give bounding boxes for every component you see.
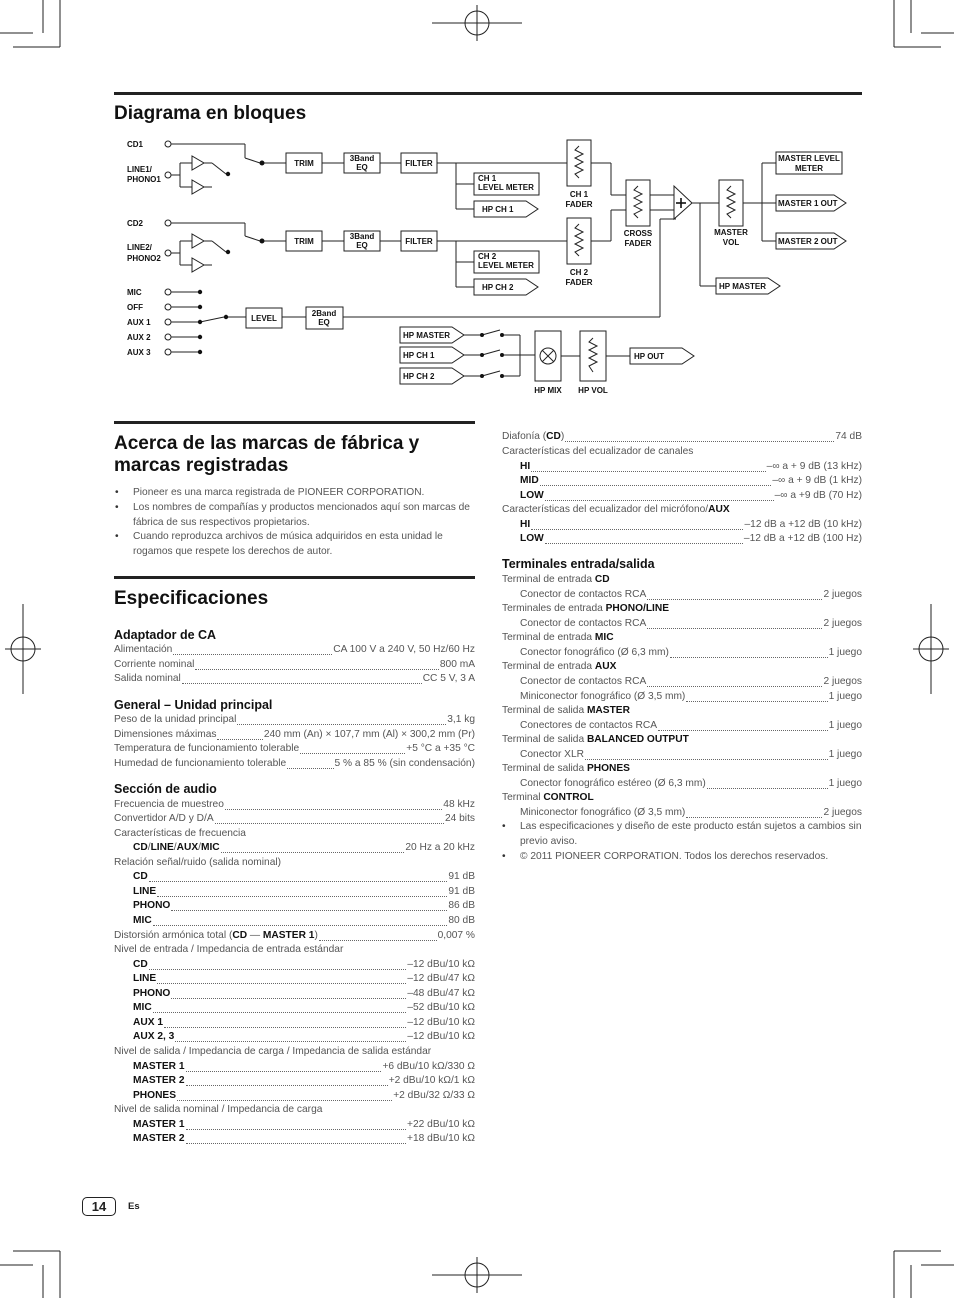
spec-subhead: Características de frecuencia: [114, 828, 246, 839]
spec-note: • © 2011 PIONEER CORPORATION. Todos los derechos reservados.: [520, 850, 862, 865]
spec-row: Frecuencia de muestreo 48 kHz: [114, 799, 475, 810]
specs-title: Especificaciones: [114, 588, 269, 609]
spec-row: MIC 80 dB: [133, 915, 475, 926]
spec-subhead: Nivel de salida nominal / Impedancia de carga: [114, 1104, 323, 1115]
eq3-2a: 3Band: [349, 232, 375, 241]
spec-row: Temperatura de funcionamiento tolerable +5 °C a +35 °C: [114, 743, 475, 754]
spec-row: MASTER 1 +22 dBu/10 kΩ: [133, 1119, 475, 1130]
terminal-title: Terminal de entrada MIC: [502, 632, 614, 643]
ch2-fader-a: CH 2: [569, 268, 589, 277]
master-vol-b: VOL: [722, 238, 740, 247]
spec-row: Miniconector fonográfico (Ø 3,5 mm) 2 juegos: [520, 807, 862, 818]
trademarks-title-1: Acerca de las marcas de fábrica y: [114, 433, 420, 454]
terminal-title: Terminal de entrada AUX: [502, 661, 617, 672]
hp-ch1-in: HP CH 1: [403, 351, 435, 360]
spec-subhead: Relación señal/ruido (salida nominal): [114, 857, 282, 868]
spec-row: LINE –12 dBu/47 kΩ: [133, 973, 475, 984]
ch1-meter-a: CH 1: [478, 174, 497, 183]
hp-ch2-in: HP CH 2: [403, 372, 435, 381]
label-aux2: AUX 2: [127, 333, 151, 342]
ac-adapter-heading: Adaptador de CA: [114, 628, 217, 642]
trademarks-title-2: marcas registradas: [114, 455, 289, 476]
spec-subhead: Nivel de salida / Impedancia de carga / Impedancia de salida estándar: [114, 1046, 432, 1057]
general-heading: General – Unidad principal: [114, 698, 273, 712]
label-cd2: CD2: [127, 219, 144, 228]
trim-2: TRIM: [294, 237, 314, 246]
label-off: OFF: [127, 303, 143, 312]
spec-row: Conector de contactos RCA 2 juegos: [520, 589, 862, 600]
level-box: LEVEL: [251, 314, 277, 323]
eq3-1a: 3Band: [349, 154, 375, 163]
spec-row: PHONES +2 dBu/32 Ω/33 Ω: [133, 1090, 475, 1101]
filter-1: FILTER: [405, 159, 433, 168]
eq2-a: 2Band: [311, 309, 337, 318]
spec-row: CD 91 dB: [133, 871, 475, 882]
spec-row: Diafonía (CD) 74 dB: [502, 431, 862, 442]
label-aux1: AUX 1: [127, 318, 151, 327]
ch2-meter-a: CH 2: [478, 252, 497, 261]
hp-master-in: HP MASTER: [403, 331, 450, 340]
spec-row: HI –∞ a + 9 dB (13 kHz): [520, 461, 862, 472]
hp-ch1-tag: HP CH 1: [482, 205, 514, 214]
spec-row: AUX 2, 3 –12 dBu/10 kΩ: [133, 1031, 475, 1042]
terminal-title: Terminal CONTROL: [502, 792, 594, 803]
spec-row: MASTER 2 +2 dBu/10 kΩ/1 kΩ: [133, 1075, 475, 1086]
eq2-b: EQ: [318, 318, 330, 327]
spec-row: Conector fonográfico estéreo (Ø 6,3 mm) 1 juego: [520, 778, 862, 789]
label-phono2: PHONO2: [127, 254, 161, 263]
hp-vol: HP VOL: [578, 386, 608, 395]
spec-subhead: Características del ecualizador de canales: [502, 446, 694, 457]
terminal-title: Terminales de entrada PHONO/LINE: [502, 603, 670, 614]
spec-row: Distorsión armónica total (CD — MASTER 1) 0,007 %: [114, 930, 475, 941]
spec-row: Miniconector fonográfico (Ø 3,5 mm) 1 juego: [520, 691, 862, 702]
section-rule: [114, 576, 475, 579]
terminal-title: Terminal de salida BALANCED OUTPUT: [502, 734, 689, 745]
master2-out: MASTER 2 OUT: [778, 237, 838, 246]
eq3-1b: EQ: [356, 163, 368, 172]
ch2-fader-b: FADER: [565, 278, 593, 287]
ch1-fader-a: CH 1: [569, 190, 589, 199]
spec-row: LOW –∞ a +9 dB (70 Hz): [520, 490, 862, 501]
master-meter-a: MASTER LEVEL: [778, 154, 840, 163]
spec-row: Alimentación CA 100 V a 240 V, 50 Hz/60 Hz: [114, 644, 475, 655]
trademark-bullet: • Cuando reproduzca archivos de música adquiridos en esta unidad le rogamos que respete los derechos de autor.: [133, 530, 475, 559]
spec-row: CD –12 dBu/10 kΩ: [133, 959, 475, 970]
spec-row: Conector XLR 1 juego: [520, 749, 862, 760]
language-code: Es: [128, 1201, 140, 1212]
master1-out: MASTER 1 OUT: [778, 199, 838, 208]
spec-row: Conector fonográfico (Ø 6,3 mm) 1 juego: [520, 647, 862, 658]
spec-row: PHONO 86 dB: [133, 900, 475, 911]
terminal-title: Terminal de salida MASTER: [502, 705, 630, 716]
spec-row: Dimensiones máximas 240 mm (An) × 107,7 mm (Al) × 300,2 mm (Pr): [114, 729, 475, 740]
label-cd1: CD1: [127, 140, 144, 149]
trademark-bullet: • Pioneer es una marca registrada de PIONEER CORPORATION.: [133, 486, 475, 501]
hp-mix: HP MIX: [534, 386, 562, 395]
spec-row: Conector de contactos RCA 2 juegos: [520, 618, 862, 629]
spec-row: MASTER 1 +6 dBu/10 kΩ/330 Ω: [133, 1061, 475, 1072]
master-meter-b: METER: [795, 164, 823, 173]
spec-row: Conectores de contactos RCA 1 juego: [520, 720, 862, 731]
spec-row: CD/LINE/AUX/MIC 20 Hz a 20 kHz: [133, 842, 475, 853]
ch2-meter-b: LEVEL METER: [478, 261, 534, 270]
terminal-title: Terminal de salida PHONES: [502, 763, 630, 774]
label-line2: LINE2/: [127, 243, 152, 252]
spec-row: Convertidor A/D y D/A 24 bits: [114, 813, 475, 824]
hp-master-tag: HP MASTER: [719, 282, 766, 291]
spec-row: HI –12 dB a +12 dB (10 kHz): [520, 519, 862, 530]
spec-subhead: Nivel de entrada / Impedancia de entrada estándar: [114, 944, 344, 955]
spec-row: Conector de contactos RCA 2 juegos: [520, 676, 862, 687]
terminal-title: Terminal de entrada CD: [502, 574, 610, 585]
label-mic: MIC: [127, 288, 142, 297]
spec-row: MID –∞ a + 9 dB (1 kHz): [520, 475, 862, 486]
spec-row: Peso de la unidad principal 3,1 kg: [114, 714, 475, 725]
spec-subhead: Características del ecualizador del micrófono/AUX: [502, 504, 730, 515]
trim-1: TRIM: [294, 159, 314, 168]
ch1-meter-b: LEVEL METER: [478, 183, 534, 192]
label-phono1: PHONO1: [127, 175, 161, 184]
spec-row: PHONO –48 dBu/47 kΩ: [133, 988, 475, 999]
trademark-bullet: • Los nombres de compañías y productos mencionados aquí son marcas de fábrica de sus respectivos propietarios.: [133, 501, 475, 530]
spec-row: AUX 1 –12 dBu/10 kΩ: [133, 1017, 475, 1028]
spec-row: MASTER 2 +18 dBu/10 kΩ: [133, 1133, 475, 1144]
hp-out: HP OUT: [634, 352, 665, 361]
cross-b: FADER: [624, 239, 652, 248]
spec-row: Salida nominal CC 5 V, 3 A: [114, 673, 475, 684]
spec-row: MIC –52 dBu/10 kΩ: [133, 1002, 475, 1013]
block-diagram-title: Diagrama en bloques: [114, 103, 307, 124]
ch1-fader-b: FADER: [565, 200, 593, 209]
master-vol-a: MASTER: [714, 228, 748, 237]
audio-heading: Sección de audio: [114, 782, 217, 796]
spec-row: Humedad de funcionamiento tolerable 5 % a 85 % (sin condensación): [114, 758, 475, 769]
page-number: 14: [82, 1197, 116, 1216]
label-aux3: AUX 3: [127, 348, 151, 357]
eq3-2b: EQ: [356, 241, 368, 250]
hp-ch2-tag: HP CH 2: [482, 283, 514, 292]
spec-row: LINE 91 dB: [133, 886, 475, 897]
spec-row: Corriente nominal 800 mA: [114, 659, 475, 670]
terminals-heading: Terminales entrada/salida: [502, 557, 655, 571]
label-line1: LINE1/: [127, 165, 152, 174]
section-rule: [114, 421, 475, 424]
cross-a: CROSS: [623, 229, 653, 238]
filter-2: FILTER: [405, 237, 433, 246]
spec-row: LOW –12 dB a +12 dB (100 Hz): [520, 533, 862, 544]
spec-note: • Las especificaciones y diseño de este producto están sujetos a cambios sin previo aviso.: [520, 820, 862, 849]
